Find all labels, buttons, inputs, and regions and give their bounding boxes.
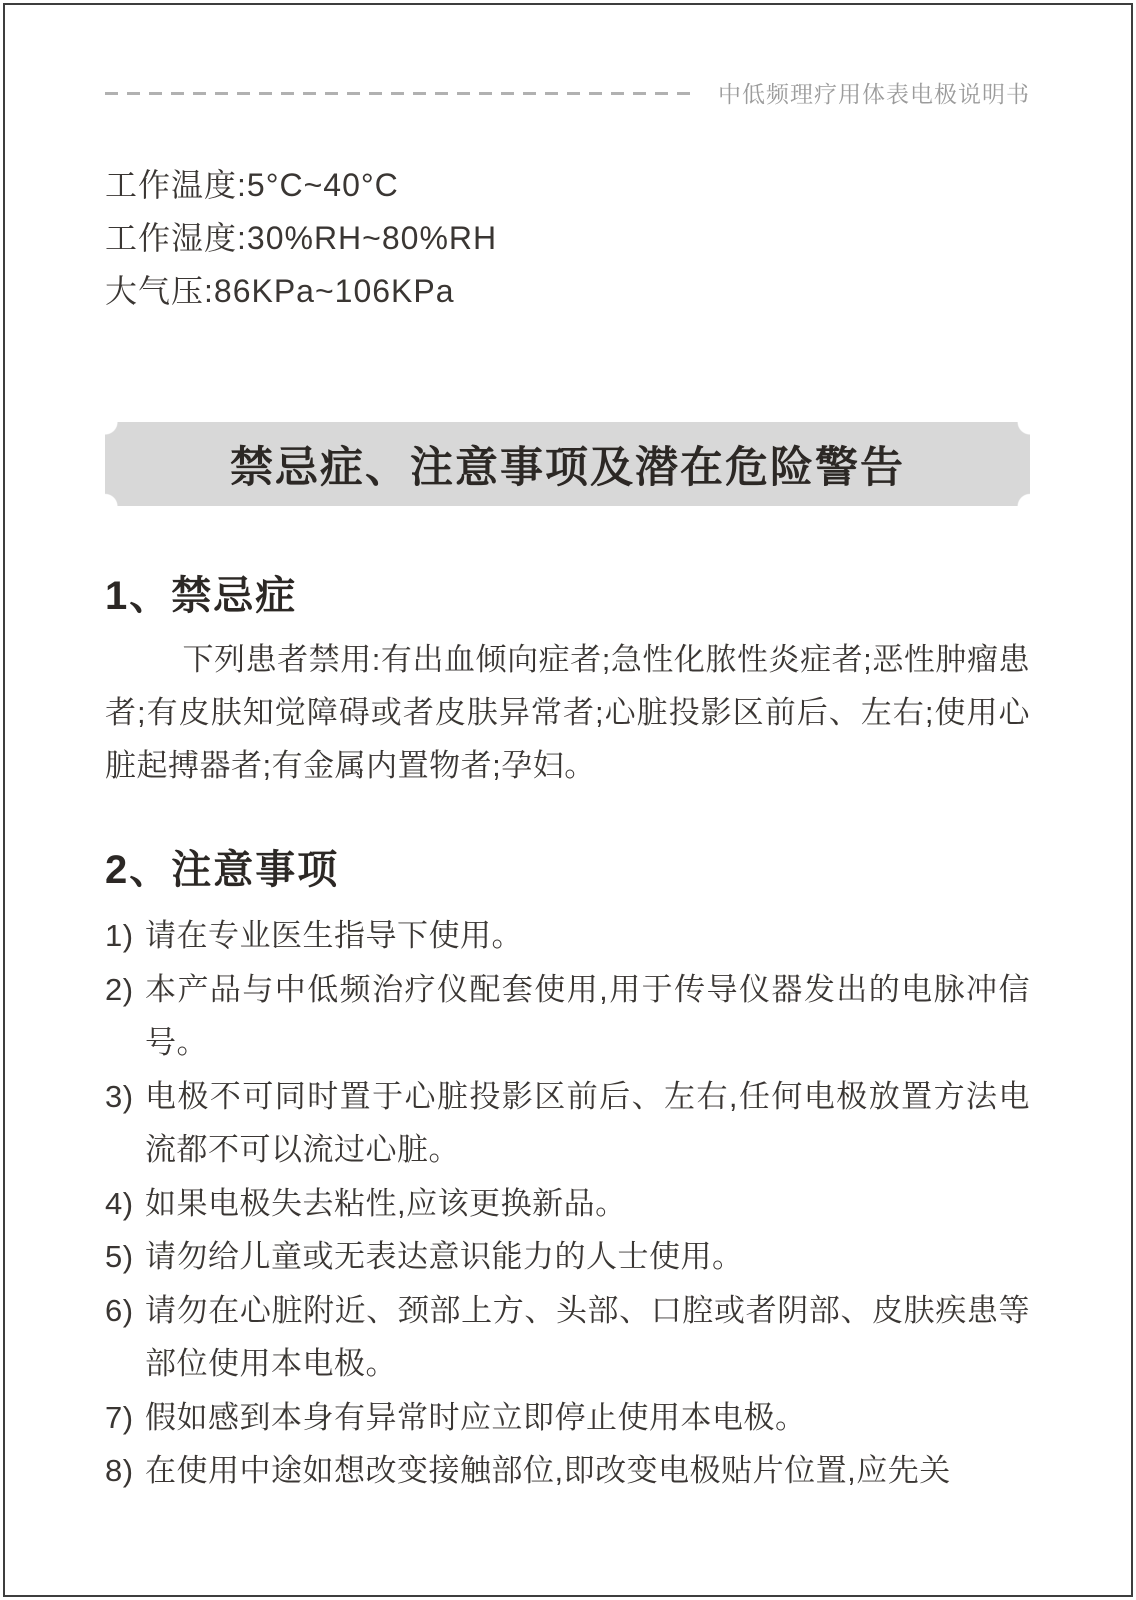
item-number: 1) (105, 918, 134, 953)
spec-pressure: 大气压:86KPa~106KPa (105, 273, 455, 309)
item-text: 本产品与中低频治疗仪配套使用,用于传导仪器发出的电脉冲信号。 (145, 971, 1030, 1060)
list-item (105, 1230, 1030, 1284)
specs-block (105, 159, 1030, 318)
list-item (105, 963, 1030, 1070)
list-item (105, 1444, 1030, 1498)
item-number: 8) (105, 1453, 134, 1488)
precautions-list (105, 909, 1030, 1498)
list-item (105, 1070, 1030, 1177)
list-item (105, 1177, 1030, 1231)
item-number: 6) (105, 1292, 134, 1328)
list-item (105, 1284, 1030, 1391)
header-title: 中低频理疗用体表电极说明书 (718, 81, 1030, 107)
item-number: 7) (105, 1399, 134, 1435)
item-number: 3) (105, 1078, 134, 1114)
contraindications-paragraph: 下列患者禁用:有出血倾向症者;急性化脓性炎症者;恶性肿瘤患者;有皮肤知觉障碍或者皮肤异常者;心脏投影区前后、左右;使用心脏起搏器者;有金属内置物者;孕妇。 (105, 642, 1030, 783)
item-number: 5) (105, 1239, 134, 1274)
list-item (105, 909, 1030, 963)
header-dashed-line (105, 92, 692, 95)
warning-banner-title: 禁忌症、注意事项及潜在危险警告 (230, 443, 905, 492)
item-text: 假如感到本身有异常时应立即停止使用本电极。 (145, 1399, 807, 1435)
page-header (105, 0, 1030, 109)
item-text: 在使用中途如想改变接触部位,即改变电极贴片位置,应先关 (145, 1453, 951, 1488)
item-number: 4) (105, 1185, 134, 1221)
list-item (105, 1391, 1030, 1445)
item-text: 电极不可同时置于心脏投影区前后、左右,任何电极放置方法电流都不可以流过心脏。 (145, 1078, 1030, 1167)
warning-banner (105, 422, 1030, 506)
item-text: 请在专业医生指导下使用。 (145, 918, 523, 953)
item-number: 2) (105, 971, 134, 1007)
section-heading-precautions: 2、注意事项 (105, 848, 340, 892)
section-heading-contraindications: 1、禁忌症 (105, 574, 298, 618)
spec-humidity: 工作湿度:30%RH~80%RH (105, 220, 498, 256)
item-text: 请勿给儿童或无表达意识能力的人士使用。 (145, 1239, 744, 1274)
spec-temperature: 工作温度:5°C~40°C (105, 167, 399, 203)
item-text: 请勿在心脏附近、颈部上方、头部、口腔或者阴部、皮肤疾患等部位使用本电极。 (145, 1292, 1030, 1381)
item-text: 如果电极失去粘性,应该更换新品。 (145, 1185, 627, 1221)
